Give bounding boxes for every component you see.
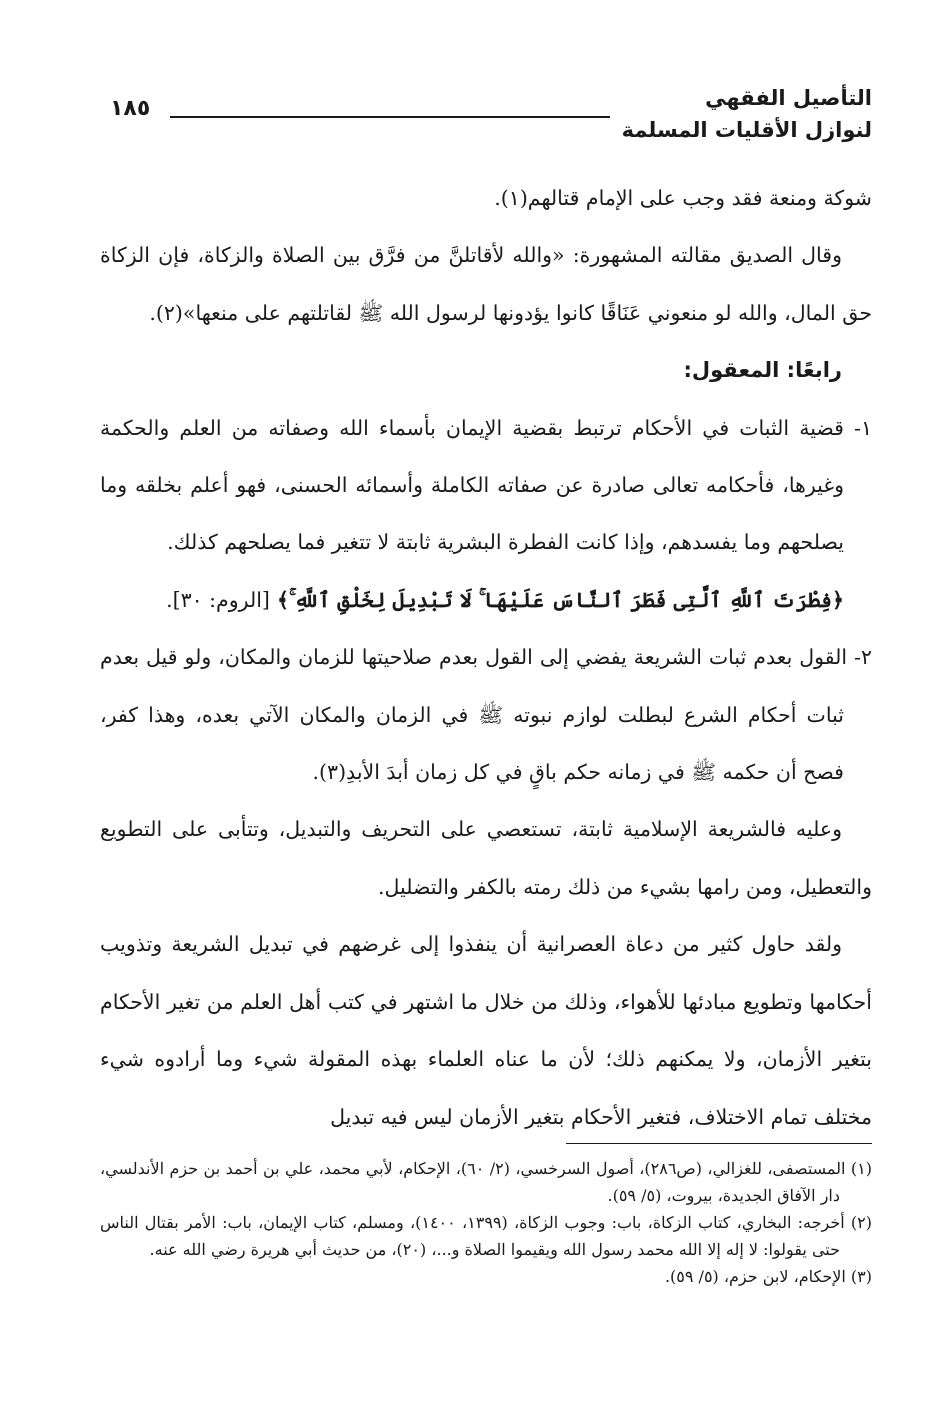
- section-heading: رابعًا: المعقول:: [683, 358, 842, 383]
- paragraph-modernists: ولقد حاول كثير من دعاة العصرانية أن ينفذوا إلى غرضهم في تبديل الشريعة وتذويب أحكامها وتطويع مبادئها للأهواء، وذلك من خلال ما اشتهر في كتب أهل العلم من تغير الأحكام بتغير الأزمان، ولا يمكنهم ذلك؛ لأن ما عناه العلماء بهذه المقولة شيء وما أرادوه شيء مختلف تمام الاختلاف، فتغير الأحكام بتغير الأزمان ليس فيه تبديل: [100, 932, 872, 1129]
- book-title-line-1: التأصيل الفقهي: [705, 86, 872, 110]
- book-title: [622, 82, 872, 146]
- book-title-line-2: لنوازل الأقليات المسلمة: [621, 118, 872, 142]
- paragraph-continuation: شوكة ومنعة فقد وجب على الإمام قتالهم(١).: [494, 186, 872, 210]
- numbered-item-2: ٢- القول بعدم ثبات الشريعة يفضي إلى القول بعدم صلاحيتها للزمان والمكان، ولو قيل بعدم ثبات أحكام الشرع لبطلت لوازم نبوته ﷺ في الزمان والمكان الآتي بعده، وهذا كفر، فصح أن حكمه ﷺ في زمانه حكم باقٍ في كل زمان أبدَ الأبدِ(٣).: [100, 645, 872, 785]
- paragraph-conclusion: وعليه فالشريعة الإسلامية ثابتة، تستعصي على التحريف والتبديل، وتتأبى على التطويع والتعطيل، ومن رامها بشيء من ذلك رمته بالكفر والتضليل.: [100, 817, 872, 899]
- numbered-item-1: ١- قضية الثبات في الأحكام ترتبط بقضية الإيمان بأسماء الله وصفاته من العلم والحكمة وغيرها، فأحكامه تعالى صادرة عن صفاته الكاملة وأسمائه الحسنى، فهو أعلم بخلقه وما يصلحهم وما يفسدهم، وإذا كانت الفطرة البشرية ثابتة لا تتغير فما يصلحهم كذلك.: [100, 415, 872, 555]
- header-rule: [170, 116, 610, 118]
- quran-verse: [100, 572, 872, 629]
- main-text: [100, 170, 872, 1146]
- page-number: ١٨٥: [110, 96, 151, 121]
- paragraph-siddiq-quote: وقال الصديق مقالته المشهورة: «والله لأقاتلنَّ من فرَّق بين الصلاة والزكاة، فإن الزكاة حق المال، والله لو منعوني عَنَاقًا كانوا يؤدونها لرسول الله ﷺ لقاتلتهم على منعها»(٢).: [100, 243, 872, 325]
- quran-verse-text: ﴿فِطْرَتَ ٱللَّهِ ٱلَّتِى فَطَرَ ٱلنَّاسَ عَلَيْهَا ۚ لَا تَبْدِيلَ لِخَلْقِ ٱللَّهِ ۚ﴾: [277, 587, 844, 612]
- running-header: [108, 82, 872, 162]
- quran-verse-reference: [الروم: ٣٠].: [166, 587, 270, 612]
- footnote-separator: [566, 1143, 872, 1144]
- footnotes: [100, 1155, 872, 1290]
- footnote-2: (٢) أخرجه: البخاري، كتاب الزكاة، باب: وجوب الزكاة، (١٣٩٩، ١٤٠٠)، ومسلم، كتاب الإيمان، باب: الأمر بقتال الناس حتى يقولوا: لا إله إلا الله محمد رسول الله ويقيموا الصلاة و...، (٢٠)، من حديث أبي هريرة رضي الله عنه.: [100, 1213, 872, 1259]
- footnote-1: (١) المستصفى، للغزالي، (ص٢٨٦)، أصول السرخسي، (٢/ ٦٠)، الإحكام، لأبي محمد، علي بن أحمد بن حزم الأندلسي، دار الآفاق الجديدة، بيروت، (٥/ ٥٩).: [100, 1159, 872, 1205]
- footnote-3: (٣) الإحكام، لابن حزم، (٥/ ٥٩).: [664, 1267, 872, 1286]
